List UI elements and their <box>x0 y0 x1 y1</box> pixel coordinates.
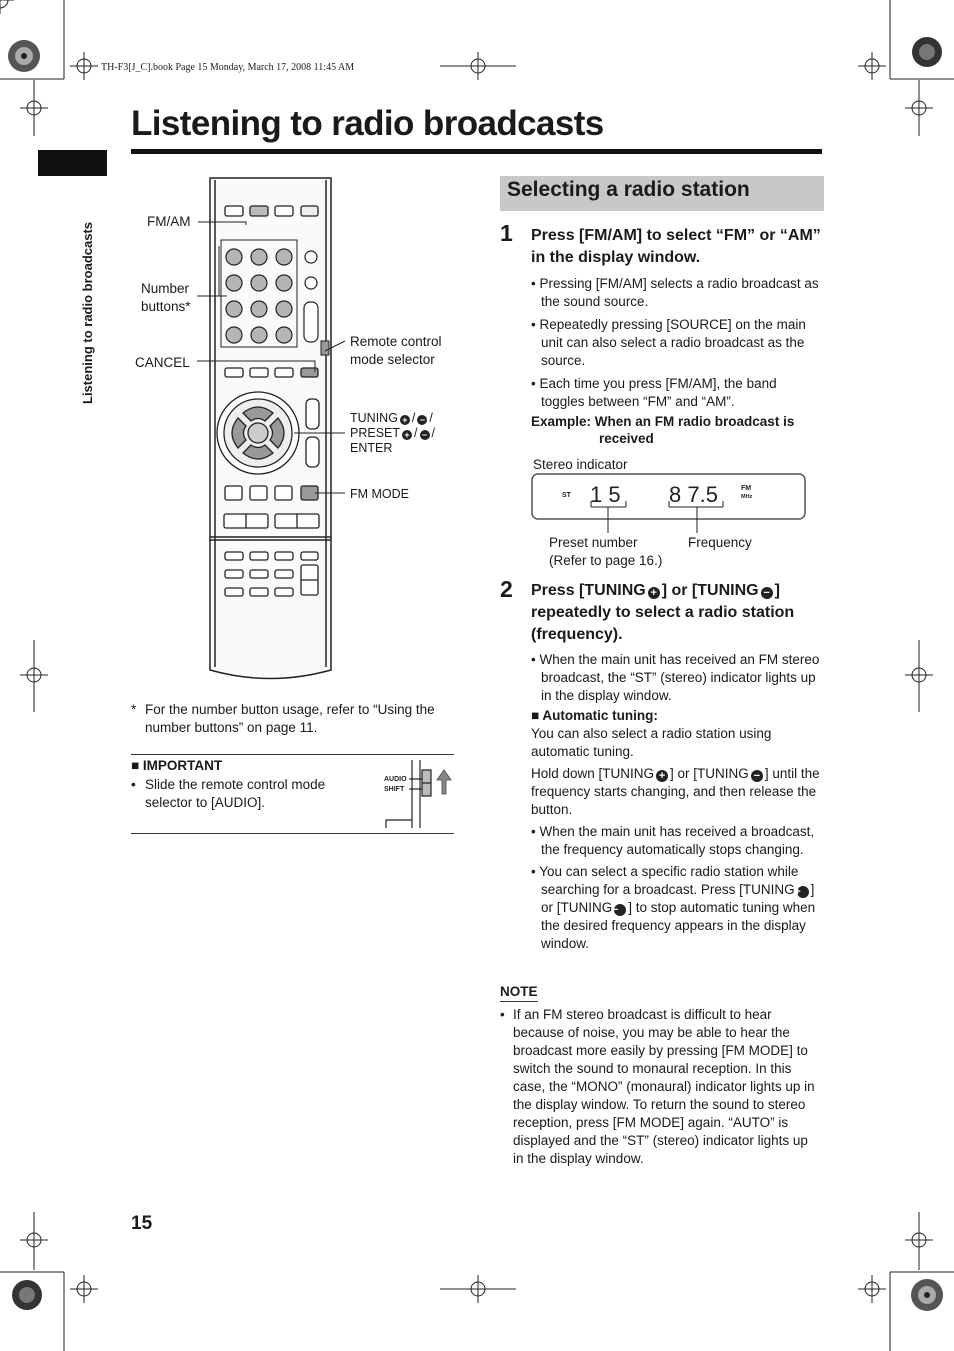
label-fm-mode: FM MODE <box>350 487 410 501</box>
label-number-buttons <box>141 280 191 316</box>
step-1-number: 1 <box>500 220 513 246</box>
square-icon: ■ <box>131 758 140 773</box>
display-preset: 1 5 <box>590 482 621 507</box>
side-tab-label: Listening to radio broadcasts <box>80 221 95 404</box>
step-1-bullet-3: Each time you press [FM/AM], the band toggles between “FM” and “AM”. <box>539 376 777 409</box>
list-item <box>531 316 823 370</box>
label-mode-selector-line1: Remote control <box>350 334 442 349</box>
label-number-buttons-line1: Number <box>141 281 190 296</box>
audio-shift-switch-illustration <box>382 758 454 830</box>
footnote-mark: * <box>131 702 137 717</box>
step-2-bullet-1: When the main unit has received an FM stereo broadcast, the “ST” (stereo) indicator lights up in the display window. <box>539 652 820 703</box>
plus-icon: + <box>402 430 412 440</box>
label-fm-am: FM/AM <box>147 214 191 229</box>
minus-icon: − <box>420 430 430 440</box>
minus-icon: − <box>751 770 763 782</box>
display-unit: MHz <box>741 494 753 500</box>
label-tuning-preset-enter <box>350 411 435 456</box>
plus-icon: + <box>400 415 410 425</box>
step-2-heading <box>531 580 823 646</box>
note-text: If an FM stereo broadcast is difficult to hear because of noise, you may be able to hear the broadcast more easily by pressing [FM MODE] to switch the sound to monaural reception. In this case, the “MONO” (monaural) indicator lights up in the display window. To return the sound to stereo reception, press [FM MODE] again. “AUTO” is displayed and the “ST” (stereo) indicator lights up in the display window. <box>513 1007 815 1166</box>
display-frequency: 8 7.5 <box>669 482 718 507</box>
preset-label-line2: (Refer to page 16.) <box>549 553 663 568</box>
step-1-bullet-1: Pressing [FM/AM] selects a radio broadcast as the sound source. <box>539 276 819 309</box>
page-number: 15 <box>131 1213 153 1234</box>
step-1-heading: Press [FM/AM] to select “FM” or “AM” in the display window. <box>531 227 821 266</box>
label-number-buttons-line2: buttons <box>141 299 186 314</box>
bullet-icon: • <box>531 652 536 667</box>
label-enter: ENTER <box>350 441 393 455</box>
important-bullet-text: Slide the remote control mode selector to [AUDIO]. <box>145 777 326 810</box>
list-item <box>531 823 823 859</box>
step-2-number: 2 <box>500 576 513 602</box>
note-heading: NOTE <box>500 984 538 1002</box>
note-body <box>500 1006 822 1168</box>
print-header: TH-F3[J_C].book Page 15 Monday, March 17, 2008 11:45 AM <box>101 62 355 73</box>
hold-part3: ] until the frequency starts changing, and then release the button. <box>531 766 820 817</box>
switch-label-shift: SHIFT <box>384 786 405 793</box>
example-line2: received <box>599 431 654 446</box>
step-2-bullet-2: When the main unit has received a broadcast, the frequency automatically stops changing. <box>539 824 815 857</box>
example-line1: When an FM radio broadcast is <box>594 414 795 429</box>
step-2-heading-part2: ] or [TUNING <box>661 582 759 599</box>
label-sep: / <box>414 426 418 440</box>
label-sep: / <box>431 426 435 440</box>
preset-number-label <box>549 534 662 570</box>
step-2-heading-part1: Press [TUNING <box>531 582 646 599</box>
hold-part1: Hold down [TUNING <box>531 766 655 781</box>
auto-tuning-heading-text: Automatic tuning: <box>542 708 658 723</box>
important-heading <box>131 757 222 775</box>
page-title: Listening to radio broadcasts <box>131 104 604 143</box>
remote-leader-lines <box>195 210 355 500</box>
minus-icon: − <box>761 587 773 599</box>
square-icon: ■ <box>531 708 540 723</box>
auto-tuning-text: You can also select a radio station using automatic tuning. <box>531 726 772 759</box>
side-tab-marker <box>38 150 107 176</box>
hold-down-text <box>531 765 823 819</box>
step-2-bullet-3-part1: You can select a specific radio station while searching for a broadcast. Press [TUNING <box>539 864 799 897</box>
important-heading-text: IMPORTANT <box>142 758 223 773</box>
section-title: Selecting a radio station <box>507 178 750 201</box>
list-item <box>531 275 823 311</box>
label-cancel: CANCEL <box>135 355 190 370</box>
plus-icon: + <box>797 886 809 898</box>
hold-part2: ] or [TUNING <box>670 766 749 781</box>
bullet-icon: • <box>531 864 536 879</box>
label-mode-selector <box>350 333 442 369</box>
label-preset: PRESET <box>350 426 401 440</box>
list-item <box>531 863 823 953</box>
label-tuning: TUNING <box>350 411 398 425</box>
display-window-illustration <box>531 473 807 535</box>
bullet-icon: • <box>131 777 136 792</box>
bullet-icon: • <box>531 824 536 839</box>
label-sep: / <box>411 411 416 425</box>
bullet-icon: • <box>500 1007 505 1022</box>
step-2-heading-part3: ] repeatedly to select a radio station (frequency). <box>531 582 795 643</box>
step-2-bullet-3-part2: ] or [TUNING <box>541 882 815 915</box>
label-mode-selector-line2: mode selector <box>350 352 435 367</box>
bullet-icon: • <box>531 376 536 391</box>
auto-tuning-heading <box>531 707 823 725</box>
example-caption <box>531 413 794 447</box>
important-bullet <box>131 776 346 812</box>
bullet-icon: • <box>531 276 536 291</box>
step-2-body <box>531 651 823 953</box>
title-rule <box>131 149 822 154</box>
label-sep: / <box>429 411 433 425</box>
step-1-bullet-2: Repeatedly pressing [SOURCE] on the main unit can also select a radio broadcast as the source. <box>539 317 806 368</box>
plus-icon: + <box>656 770 668 782</box>
example-label: Example: <box>531 414 592 429</box>
display-st: ST <box>562 492 571 499</box>
footnote-text: For the number button usage, refer to “Using the number buttons” on page 11. <box>145 702 435 735</box>
step-1-bullets <box>531 275 823 411</box>
display-band: FM <box>741 485 752 492</box>
switch-label-audio: AUDIO <box>384 776 407 783</box>
step-2-bullet-3-part3: ] to stop automatic tuning when the desired frequency appears in the display window. <box>541 900 816 951</box>
minus-icon: − <box>417 415 427 425</box>
list-item <box>531 651 823 705</box>
bullet-icon: • <box>531 317 536 332</box>
label-number-asterisk: * <box>185 299 191 314</box>
frequency-label: Frequency <box>688 535 752 550</box>
plus-icon: + <box>648 587 660 599</box>
minus-icon: − <box>614 904 626 916</box>
stereo-indicator-label: Stereo indicator <box>533 457 628 472</box>
preset-label-line1: Preset number <box>549 535 638 550</box>
list-item <box>531 375 823 411</box>
